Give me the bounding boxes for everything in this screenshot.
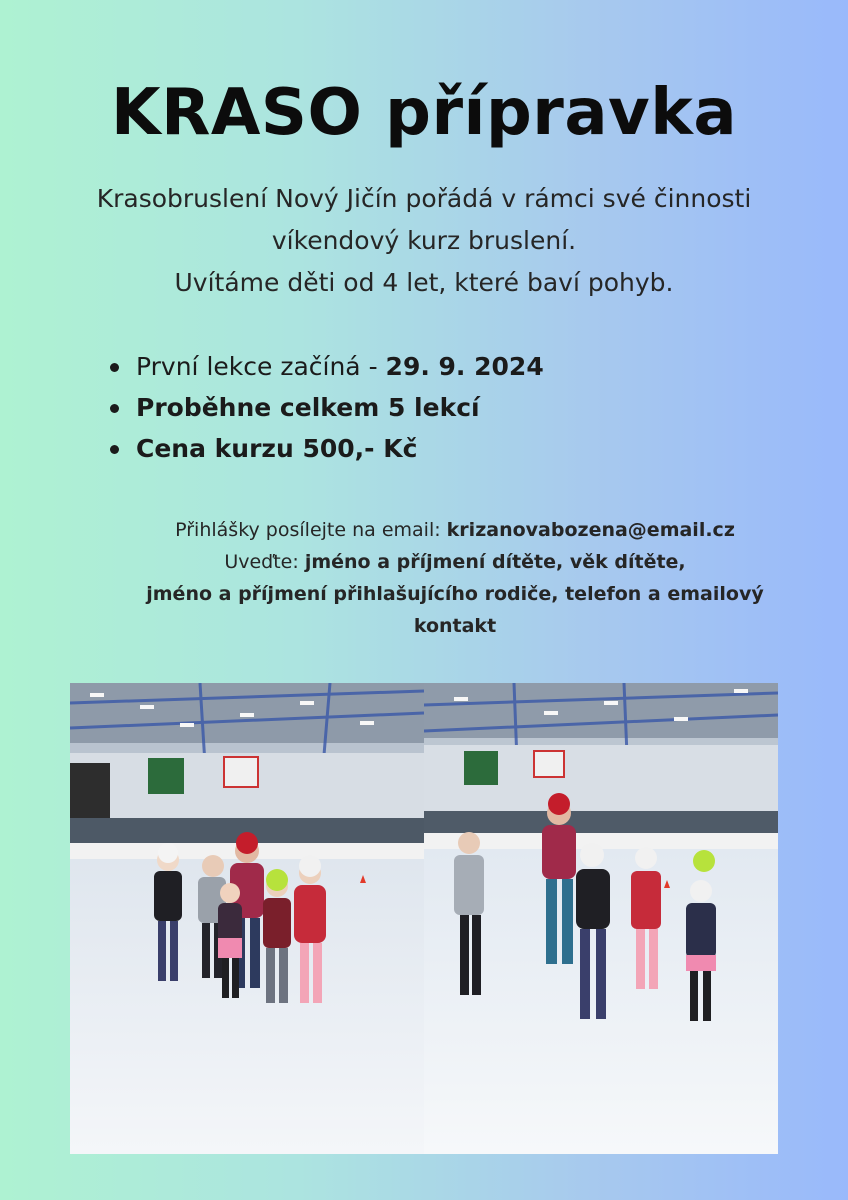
contact-info-line-1 <box>60 546 848 578</box>
intro-line-1: Krasobruslení Nový Jičín pořádá v rámci své činnosti <box>96 184 752 213</box>
info-label: Uveďte: <box>224 551 305 573</box>
first-lesson-label: První lekce začíná - <box>136 352 386 381</box>
bullet-price: Cena kurzu 500,- Kč <box>110 428 544 469</box>
info-required-1: jméno a příjmení dítěte, věk dítěte, <box>304 551 686 573</box>
ice-rink-illustration-right <box>424 683 778 1154</box>
course-info-list <box>110 346 544 469</box>
info-required-2: jméno a příjmení přihlašujícího rodiče, telefon a emailový <box>146 583 764 605</box>
page-title: KRASO přípravka <box>110 76 738 150</box>
first-lesson-date: 29. 9. 2024 <box>385 352 544 381</box>
contact-email-line <box>60 514 848 546</box>
group-photo-left <box>70 683 424 1154</box>
bullet-first-lesson <box>110 346 544 387</box>
intro-text <box>30 178 818 304</box>
contact-info <box>60 514 848 642</box>
email-label: Přihlášky posílejte na email: <box>175 519 447 541</box>
ice-rink-illustration-left <box>70 683 424 1154</box>
email-address[interactable]: krizanovabozena@email.cz <box>446 519 735 541</box>
info-required-3: kontakt <box>413 615 497 637</box>
intro-line-3: Uvítáme děti od 4 let, které baví pohyb. <box>174 268 674 297</box>
bullet-lesson-count: Proběhne celkem 5 lekcí <box>110 387 544 428</box>
group-photo-right <box>424 683 778 1154</box>
intro-line-2: víkendový kurz bruslení. <box>271 226 577 255</box>
